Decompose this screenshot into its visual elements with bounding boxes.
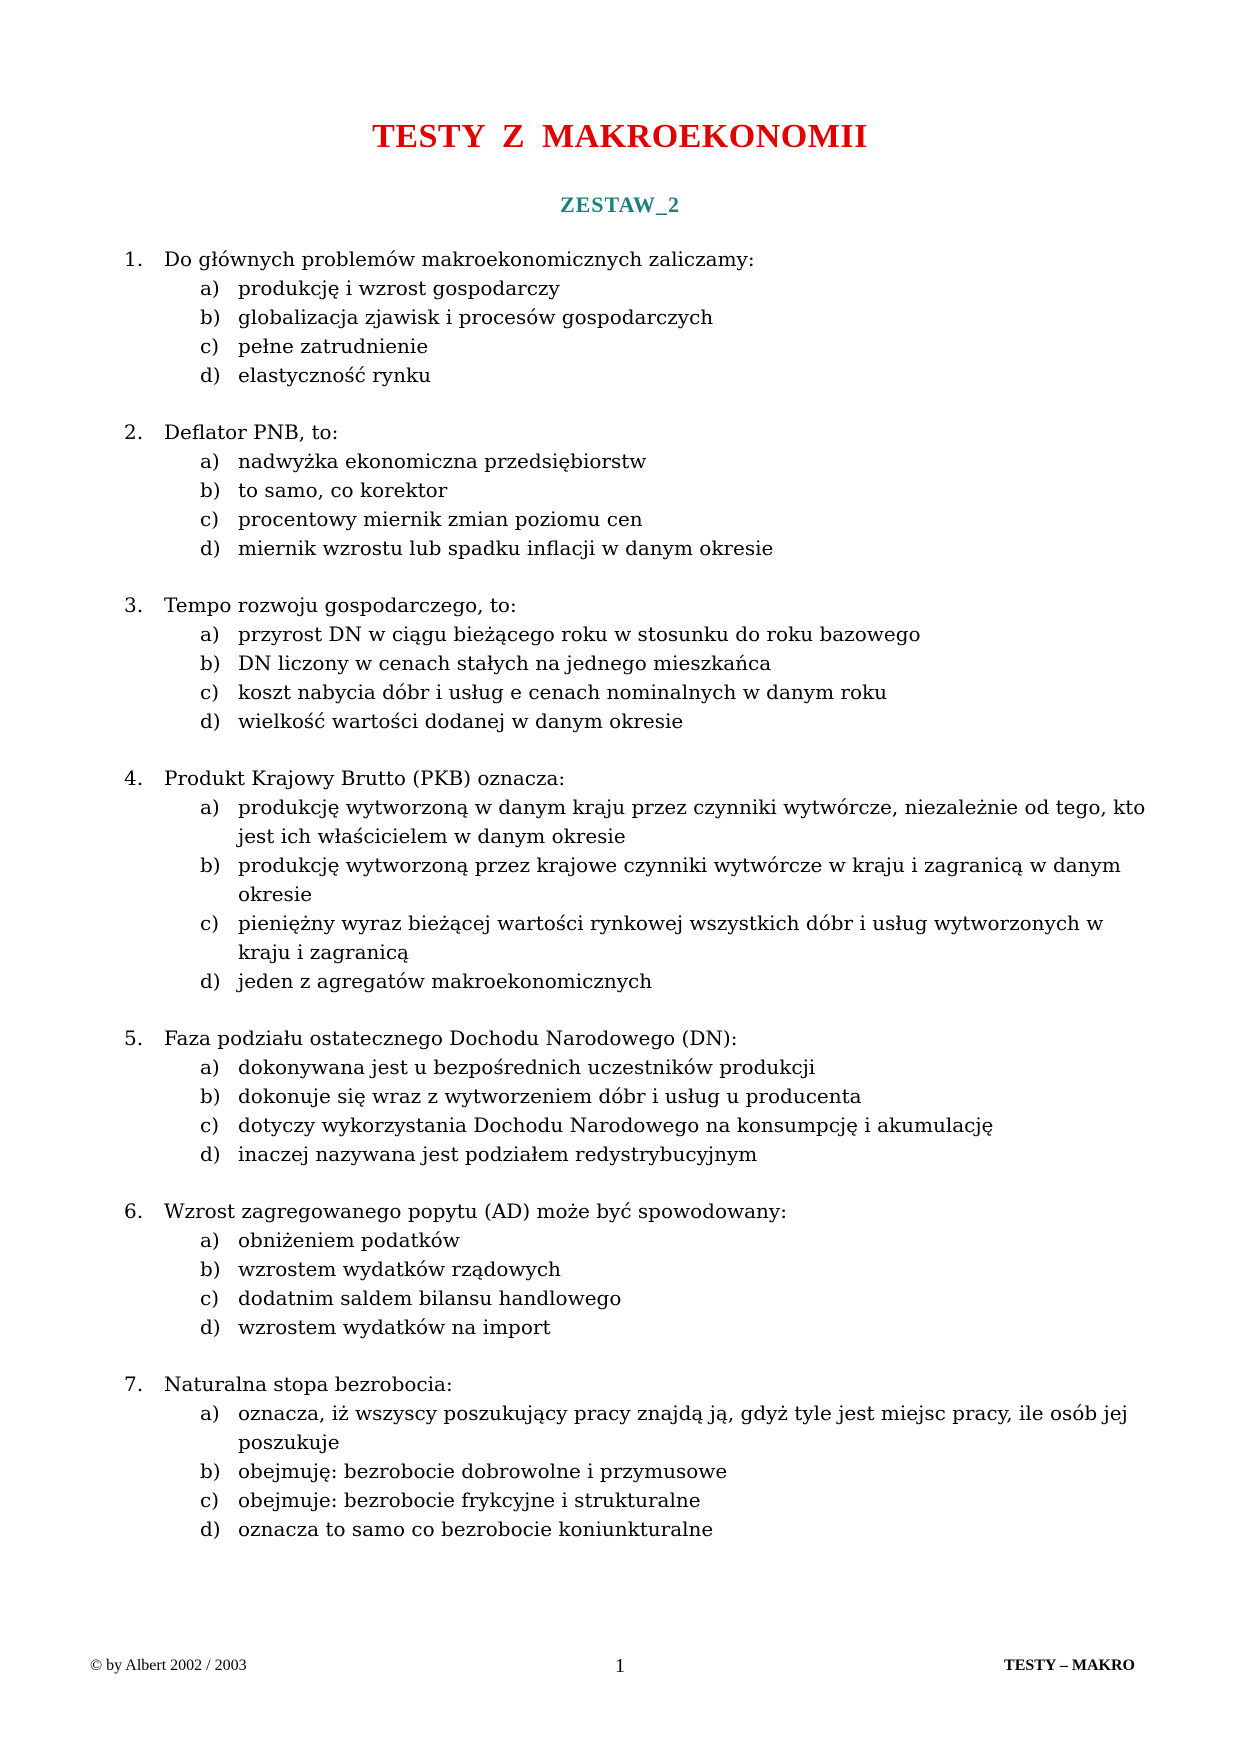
page-title: TESTY Z MAKROEKONOMII <box>372 118 868 155</box>
question-text <box>0 1024 1240 1053</box>
answer-text: dodatnim saldem bilansu handlowego <box>238 1286 622 1310</box>
question-number: 3. <box>124 593 144 617</box>
answer-option <box>0 1082 1240 1111</box>
question-item <box>0 1024 1240 1169</box>
question-label: Produkt Krajowy Brutto (PKB) oznacza: <box>164 766 566 790</box>
answer-letter: a) <box>200 449 220 473</box>
answer-option <box>0 1226 1240 1255</box>
answer-text: obejmuje: bezrobocie frykcyjne i strukturalne <box>238 1488 701 1512</box>
answer-letter: d) <box>200 536 221 560</box>
answer-option <box>0 476 1240 505</box>
question-text <box>0 418 1240 447</box>
answer-letter: b) <box>200 305 221 329</box>
answer-letter: c) <box>200 1488 220 1512</box>
answer-option <box>0 1053 1240 1082</box>
answer-option <box>0 707 1240 736</box>
answer-text: procentowy miernik zmian poziomu cen <box>238 507 643 531</box>
answer-option <box>0 505 1240 534</box>
answer-text: produkcję wytworzoną w danym kraju przez czynniki wytwórcze, niezależnie od tego, kto jest ich właścicielem w danym okresie <box>238 795 1146 848</box>
answer-list <box>0 1399 1240 1544</box>
answer-option <box>0 620 1240 649</box>
question-text <box>0 245 1240 274</box>
answer-option <box>0 1515 1240 1544</box>
question-text <box>0 764 1240 793</box>
answer-option <box>0 649 1240 678</box>
answer-list <box>0 447 1240 563</box>
answer-option <box>0 851 1240 909</box>
answer-letter: c) <box>200 911 220 935</box>
answer-text: oznacza to samo co bezrobocie koniunkturalne <box>238 1517 714 1541</box>
answer-letter: d) <box>200 1315 221 1339</box>
question-label: Deflator PNB, to: <box>164 420 339 444</box>
answer-list <box>0 1226 1240 1342</box>
answer-option <box>0 967 1240 996</box>
answer-text: dotyczy wykorzystania Dochodu Narodowego na konsumpcję i akumulację <box>238 1113 994 1137</box>
answer-text: wzrostem wydatków rządowych <box>238 1257 561 1281</box>
answer-text: obejmuję: bezrobocie dobrowolne i przymusowe <box>238 1459 728 1483</box>
answer-option <box>0 534 1240 563</box>
answer-letter: d) <box>200 363 221 387</box>
answer-letter: a) <box>200 795 220 819</box>
question-number: 7. <box>124 1372 144 1396</box>
answer-letter: b) <box>200 1257 221 1281</box>
answer-letter: b) <box>200 478 221 502</box>
question-item <box>0 1370 1240 1544</box>
question-text <box>0 1197 1240 1226</box>
question-label: Tempo rozwoju gospodarczego, to: <box>164 593 517 617</box>
answer-letter: c) <box>200 1113 220 1137</box>
answer-option <box>0 332 1240 361</box>
question-label: Naturalna stopa bezrobocia: <box>164 1372 453 1396</box>
answer-letter: b) <box>200 1084 221 1108</box>
answer-option <box>0 447 1240 476</box>
answer-text: dokonuje się wraz z wytworzeniem dóbr i usług u producenta <box>238 1084 862 1108</box>
answer-option <box>0 274 1240 303</box>
answer-text: elastyczność rynku <box>238 363 431 387</box>
answer-letter: c) <box>200 507 220 531</box>
answer-letter: a) <box>200 1228 220 1252</box>
answer-option <box>0 1399 1240 1457</box>
answer-option <box>0 1284 1240 1313</box>
answer-letter: d) <box>200 1142 221 1166</box>
answer-text: pieniężny wyraz bieżącej wartości rynkowej wszystkich dóbr i usług wytworzonych w kraju i zagranicą <box>238 911 1104 964</box>
question-number: 2. <box>124 420 144 444</box>
question-number: 4. <box>124 766 144 790</box>
answer-option <box>0 1111 1240 1140</box>
answer-text: inaczej nazywana jest podziałem redystrybucyjnym <box>238 1142 758 1166</box>
answer-option <box>0 303 1240 332</box>
answer-option <box>0 1486 1240 1515</box>
answer-text: koszt nabycia dóbr i usług e cenach nominalnych w danym roku <box>238 680 888 704</box>
answer-option <box>0 1255 1240 1284</box>
answer-text: wielkość wartości dodanej w danym okresie <box>238 709 684 733</box>
answer-text: jeden z agregatów makroekonomicznych <box>238 969 653 993</box>
answer-option <box>0 361 1240 390</box>
page-subtitle: ZESTAW_2 <box>559 192 681 217</box>
answer-text: to samo, co korektor <box>238 478 448 502</box>
answer-text: DN liczony w cenach stałych na jednego mieszkańca <box>238 651 772 675</box>
question-label: Do głównych problemów makroekonomicznych zaliczamy: <box>164 247 755 271</box>
answer-text: miernik wzrostu lub spadku inflacji w danym okresie <box>238 536 774 560</box>
question-item <box>0 1197 1240 1342</box>
answer-option <box>0 793 1240 851</box>
answer-text: produkcję wytworzoną przez krajowe czynniki wytwórcze w kraju i zagranicą w danym okresie <box>238 853 1121 906</box>
question-list <box>0 245 1240 1572</box>
answer-option <box>0 1140 1240 1169</box>
question-item <box>0 245 1240 390</box>
answer-list <box>0 274 1240 390</box>
answer-letter: c) <box>200 1286 220 1310</box>
answer-list <box>0 620 1240 736</box>
footer-page-number: 1 <box>615 1655 625 1677</box>
answer-letter: d) <box>200 969 221 993</box>
answer-text: oznacza, iż wszyscy poszukujący pracy znajdą ją, gdyż tyle jest miejsc pracy, ile osób jej poszukuje <box>238 1401 1128 1454</box>
answer-text: wzrostem wydatków na import <box>238 1315 551 1339</box>
answer-letter: a) <box>200 1401 220 1425</box>
answer-option <box>0 1457 1240 1486</box>
question-text <box>0 591 1240 620</box>
answer-letter: c) <box>200 334 220 358</box>
answer-text: produkcję i wzrost gospodarczy <box>238 276 560 300</box>
answer-text: obniżeniem podatków <box>238 1228 460 1252</box>
question-text <box>0 1370 1240 1399</box>
question-number: 6. <box>124 1199 144 1223</box>
answer-letter: d) <box>200 709 221 733</box>
question-item <box>0 418 1240 563</box>
answer-letter: a) <box>200 276 220 300</box>
question-item <box>0 764 1240 996</box>
footer-doc-label: TESTY – MAKRO <box>1004 1657 1135 1674</box>
question-number: 5. <box>124 1026 144 1050</box>
question-number: 1. <box>124 247 144 271</box>
answer-list <box>0 793 1240 996</box>
answer-text: nadwyżka ekonomiczna przedsiębiorstw <box>238 449 647 473</box>
answer-text: dokonywana jest u bezpośrednich uczestników produkcji <box>238 1055 816 1079</box>
answer-text: przyrost DN w ciągu bieżącego roku w stosunku do roku bazowego <box>238 622 921 646</box>
question-label: Wzrost zagregowanego popytu (AD) może być spowodowany: <box>164 1199 787 1223</box>
answer-text: globalizacja zjawisk i procesów gospodarczych <box>238 305 714 329</box>
answer-list <box>0 1053 1240 1169</box>
answer-letter: b) <box>200 853 221 877</box>
footer-copyright: © by Albert 2002 / 2003 <box>90 1657 247 1674</box>
answer-letter: b) <box>200 651 221 675</box>
answer-letter: d) <box>200 1517 221 1541</box>
answer-option <box>0 678 1240 707</box>
answer-option <box>0 1313 1240 1342</box>
answer-text: pełne zatrudnienie <box>238 334 429 358</box>
answer-letter: a) <box>200 1055 220 1079</box>
answer-letter: a) <box>200 622 220 646</box>
question-label: Faza podziału ostatecznego Dochodu Narodowego (DN): <box>164 1026 738 1050</box>
answer-option <box>0 909 1240 967</box>
answer-letter: b) <box>200 1459 221 1483</box>
question-item <box>0 591 1240 736</box>
answer-letter: c) <box>200 680 220 704</box>
